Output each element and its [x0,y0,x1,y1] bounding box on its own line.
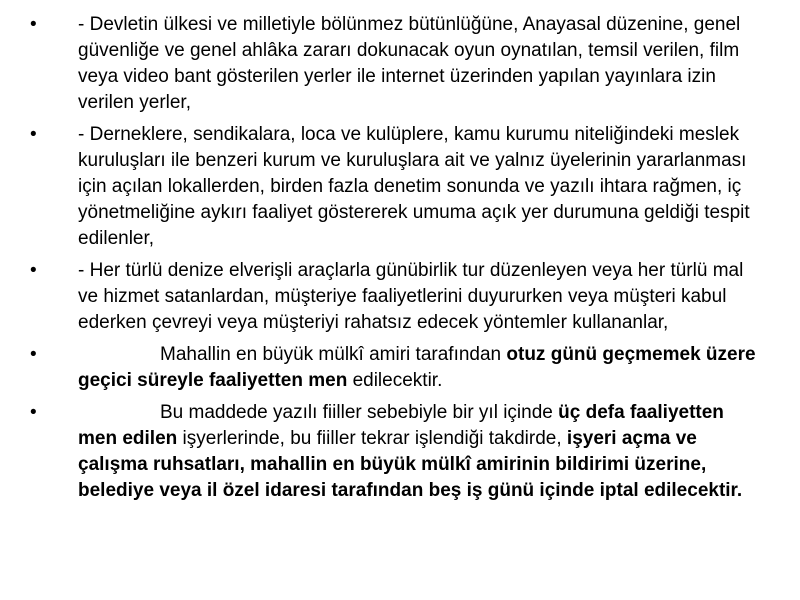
list-item [0,400,800,504]
item-text: Mahallin en büyük mülkî amiri tarafından [160,344,507,365]
item-text: edilecektir. [347,370,443,391]
bullet-icon: • [30,344,37,365]
item-text: - Devletin ülkesi ve milletiyle bölünmez bütünlüğüne, Anayasal düzenine, genel güvenliğe ve genel ahlâka zararı dokunacak oyun oynatılan, temsil verilen, film veya video bant gösterilen yerler ile internet üzerinden yapılan yayınlara izin verilen yerler, [78,14,741,113]
item-text: işyerlerinde, bu fiiller tekrar işlendiği takdirde, [177,428,567,449]
item-text: - Her türlü denize elverişli araçlarla günübirlik tur düzenleyen veya her türlü mal ve hizmet satanlardan, müşteriye faaliyetlerini duyururken veya müşteri kabul ederken çevreyi veya müşteriyi rahatsız edecek yöntemler kullananlar, [78,260,744,333]
bullet-list [0,12,800,510]
list-item [0,122,800,252]
list-item [0,12,800,116]
bullet-icon: • [30,14,37,35]
bullet-icon: • [30,260,37,281]
list-item [0,342,800,394]
bullet-icon: • [30,124,37,145]
list-item [0,258,800,336]
emphasis-text: işyeri açma ve çalışma ruhsatları, mahallin en büyük mülkî amirinin bildirimi üzerine, belediye veya il özel idaresi tarafından beş iş günü içinde iptal edilecektir. [78,428,743,501]
emphasis-text: üç defa faaliyetten men edilen [78,402,724,449]
bullet-icon: • [30,402,37,423]
item-text: - Derneklere, sendikalara, loca ve kulüplere, kamu kurumu niteliğindeki meslek kuruluşları ile benzeri kurum ve kuruluşlara ait ve yalnız üyelerinin yararlanması için açılan lokallerden, birden fazla denetim sonunda ve yazılı ihtara rağmen, iç yönetmeliğine aykırı faaliyet göstererek umuma açık yer durumuna geldiği tespit edilenler, [78,124,750,249]
item-text: Bu maddede yazılı fiiller sebebiyle bir yıl içinde [160,402,559,423]
emphasis-text: otuz günü geçmemek üzere geçici süreyle faaliyetten men [78,344,756,391]
